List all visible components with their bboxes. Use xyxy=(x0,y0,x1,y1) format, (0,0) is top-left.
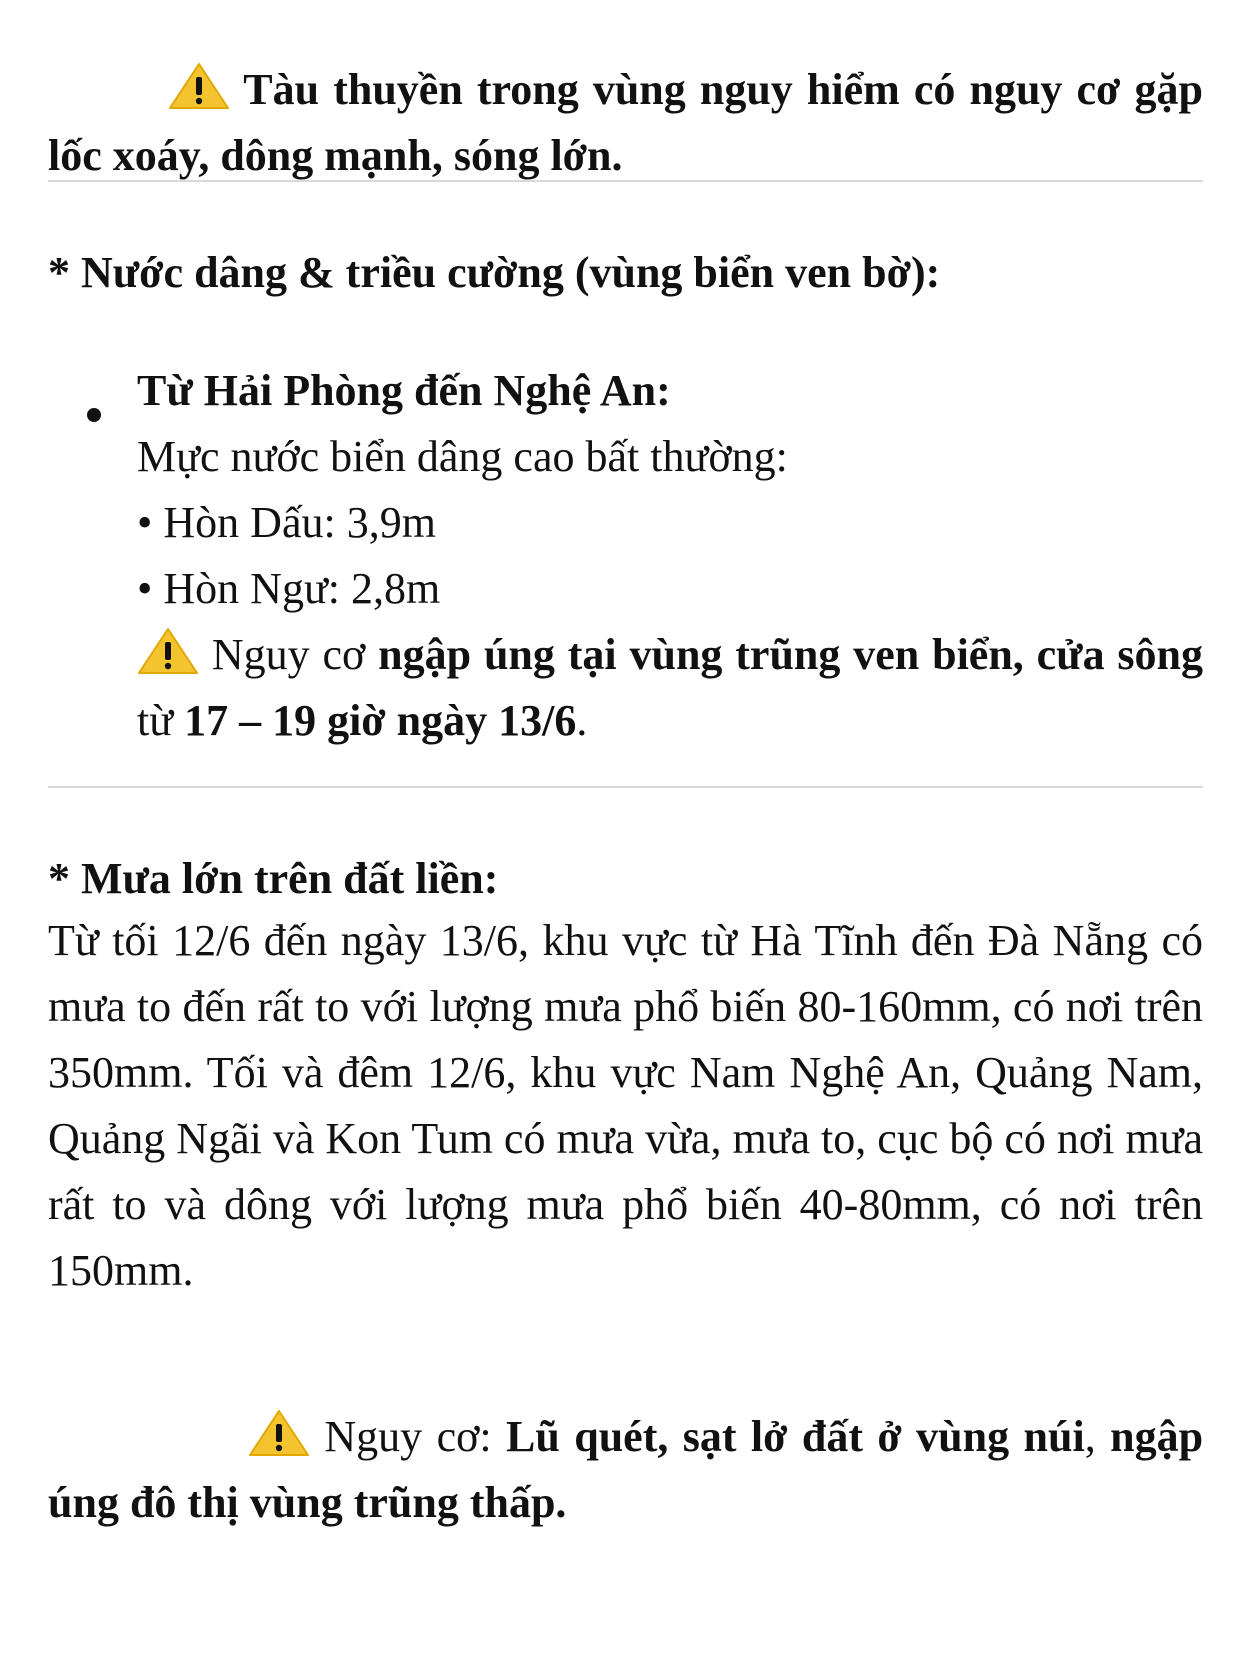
boat-warning-text: Tàu thuyền trong vùng nguy hiểm có nguy cơ gặp lốc xoáy, dông mạnh, sóng lớn. xyxy=(48,65,1203,180)
boat-warning-paragraph xyxy=(48,57,1203,189)
list-bullet xyxy=(87,408,101,422)
section-divider xyxy=(48,786,1203,788)
final-warning-paragraph: Nguy cơ: Lũ quét, sạt lở đất ở vùng núi, ngập úng đô thị vùng trũng thấp. xyxy=(48,1404,1203,1536)
station-hon-dau: • Hòn Dấu: 3,9m xyxy=(137,498,436,547)
rain-body: Từ tối 12/6 đến ngày 13/6, khu vực từ Hà Tĩnh đến Đà Nẵng có mưa to đến rất to với lượng mưa phổ biến 80-160mm, có nơi trên 350mm. Tối và đêm 12/6, khu vực Nam Nghệ An, Quảng Nam, Quảng Ngãi và Kon Tum có mưa vừa, mưa to, cục bộ có nơi mưa rất to và dông với lượng mưa phổ biến 40-80mm, có nơi trên 150mm. xyxy=(48,916,1203,1295)
surge-region: Từ Hải Phòng đến Nghệ An: xyxy=(137,366,671,415)
warning-icon xyxy=(248,1409,310,1457)
warning-icon xyxy=(168,62,230,110)
surge-heading: * Nước dâng & triều cường (vùng biển ven bờ): xyxy=(48,248,941,297)
rain-heading: * Mưa lớn trên đất liền: xyxy=(48,854,499,903)
station-hon-ngu: • Hòn Ngư: 2,8m xyxy=(137,564,441,613)
surge-intro: Mực nước biển dâng cao bất thường: xyxy=(137,432,788,481)
warning-icon xyxy=(137,627,199,675)
surge-risk: Nguy cơ ngập úng tại vùng trũng ven biển, cửa sông từ 17 – 19 giờ ngày 13/6. xyxy=(137,622,1203,754)
surge-list-item xyxy=(137,358,1203,754)
section-divider xyxy=(48,180,1203,182)
